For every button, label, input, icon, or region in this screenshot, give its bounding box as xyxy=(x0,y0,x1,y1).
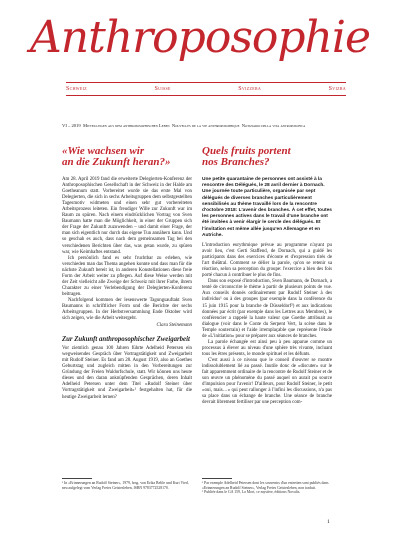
article-right-title-line2: nos Branches? xyxy=(202,156,270,168)
issue-label-de: Mitteilungen aus dem anthroposophischen Leben xyxy=(82,123,170,128)
masthead-rule-bottom xyxy=(66,95,346,96)
footnote: ¹ Par exemple Adelheid Petersen dont les souvenirs d'un entretien sont publiés dans «Erinnerungen an Rudolf Steiner», Verlag Freies Geistesleben, non traduit. xyxy=(202,481,329,490)
country-list xyxy=(66,86,346,92)
article-right xyxy=(202,146,332,406)
page-number: 1 xyxy=(327,519,330,525)
paragraph: C'est aussi à ce niveau que le conseil d'œuvrer se montre indissolublement lié au passé. Inutile donc de «discuter» sur le fait apparemment ordinaire de la rencontre de Rudolf Steiner et de son œuvre un phénomène du passé auquel on aurait pu source d'impulsion pour l'avenir! D'ailleurs, pour Rudolf Steiner, le petit «oui, mais…» qui peut rallonger à l'infini les discussions, n'a pas sa place dans un échange de branche. Une séance de branche devrait librement fertiliser par une perception com- xyxy=(202,357,332,406)
anthroposophie-logo xyxy=(0,12,400,66)
paragraph: Dans son exposé d'introduction, Sven Baumann, de Dornach, a tenté de circonscrire le thème à partir de plusieurs points de vue. Aux conseils donnés ordinairement par Rudolf Steiner à des individus¹ ou à des groupes (par exemple dans la conférence du 15 juin 1915 pour la branche de Düsseldorf²) et aux indications données par écrit (par exemple dans les Lettres aux Membres), le conférencier a rappelé la haute valeur que Goethe attribuait au dialogue (voir dans le Conte du Serpent Vert, la scène dans le Temple souterrain) et l'aide irremplaçable que représente l'étude de «L'initiation» pour se préparer aux séances de branches. xyxy=(202,279,332,339)
article-right-title xyxy=(202,146,332,168)
issue-line xyxy=(62,123,305,128)
issue-label-fr: Nouvelles de la vie anthroposophique xyxy=(171,123,240,128)
article-left-body xyxy=(62,177,192,322)
issue-number: VI – 2019 xyxy=(62,123,81,128)
article-left-title-line2: an die Zukunft heran?» xyxy=(62,156,171,168)
footnotes-left xyxy=(62,481,192,490)
article-right-lead xyxy=(202,177,332,239)
article-left-title-line1: «Wie wachsen wir xyxy=(62,145,145,157)
article-left-title xyxy=(62,146,192,168)
footnote: ¹ In «Erinnerungen an Rudolf Steiner», 1979, hrsg. von Erika Beltle und Kurt Vierl, neu aufgelegt vom Verlag Freies Geistesleben, ISBN 9783772528170. xyxy=(62,481,190,490)
paragraph: L'introduction eurythmique prévue au programme n'ayant pu avoir lieu, c'est Gerti Staffend, de Dornach, qui a guidé les participants dans des exercices d'écoute et d'expression tirés de l'art théâtral. Comment se délier la parole, qu'on se retenir sa réaction, selon sa perception du groupe: l'exercice a bien des fois porté chacun à contribuer le plus de fins. xyxy=(202,243,332,279)
footnote-rule-left xyxy=(62,478,92,479)
paragraph: Vor ziemlich genau 100 Jahren führte Adelheid Petersen ein wegweisendes Gespräch über Vortragstätigkeit und Zweigarbeit mit Rudolf Steiner. Es fand am 28. August 1919, also an Goethes Geburtstag und zugleich mitten in den Vorbereitungen zur Gründung der Freien Waldorfschule, statt. Wir können uns heute dieses und den daran anknüpfenden Gesprächen, deren Inhalt Adelheid Petersen unter dem Titel «Rudolf Steiner über Vortragstätigkeit und Zweigarbeit»¹ festgehalten hat, für die heutige Zweigarbeit lernen? xyxy=(62,346,192,400)
footnote-rule-right xyxy=(202,478,232,479)
article-right-body xyxy=(202,243,332,406)
paragraph: Am 28. April 2019 fand die erweiterte Delegierten-Konferenz der Anthroposophischen Gesellschaft in der Schweiz in der Halde am Goetheanum statt. Vorbereitet wurde sie das erste Mal von Delegierten, die sich in sechs Arbeitsgruppen dem selbstgestellten Tagesmotiv widmeten und einen sehr gut vorbereiteten Arbeitsprozess leiteten. Ein freudiger Wille zur Zukunft war im Raum zu spüren. Nach einem eindrücklichen Vortrag von Sven Baumann hatte man die Möglichkeit, in einer der Gruppen sich der Frage der Zukunft zuzuwenden – und damit einer Frage, der man sich eigentlich nur durch das eigene Tun annähern kann. Und so geschah es auch, dass nach dem gemeinsamen Tag bei den verschiedenen Berichten über das, was getan wurde, zu spüren war, wie Keimhaftes entstand. xyxy=(62,177,192,255)
country-schweiz: Schweiz xyxy=(66,86,87,92)
paragraph: Nachfolgend kommen der lesenswerte Tagungsauftakt Sven Baumanns in schriftlicher Form und die Berichte der sechs Arbeitsgruppen. In der Herbstversammlung Ende Oktober wird sich zeigen, wie die Arbeit weitergeht. xyxy=(62,297,192,322)
lead-paragraph: Une petite quarantaine de personnes ont assisté à la rencontre des Délégués, le 28 avril dernier à Dornach. Une journée toute particulière, organisée par sept délégués de diverses branches particulièrement sensibilisés au thème travaillé lors de la rencontre d'octobre 2018: L'avenir des branches. À cet effet, toutes les personnes actives dans le travail d'une branche ont été invitées à venir élargir le cercle des délégués. Et l'invitation est même allée jusqu'en Allemagne et en Autriche. xyxy=(202,177,332,238)
masthead-rule-top xyxy=(66,82,346,83)
article-left-subtitle: Zur Zukunft anthroposophischer Zweigarbeit xyxy=(62,336,190,344)
article-left xyxy=(62,146,192,401)
country-svizzera: Svizzera xyxy=(238,86,262,92)
footnotes-right xyxy=(202,481,332,495)
logo-wordmark: Anthroposophie xyxy=(30,12,370,63)
paragraph: Ich persönlich fand es sehr fruchtbar zu erleben, wie verschieden man das Thema angehen konnte und dass man für die nächste Zukunft bereit ist, in anderen Konstellationen diese freie Form der Arbeit weiter zu pflegen. Auf diese Weise werden mit der Zeit vielleicht alle Zweige der Schweiz mit ihrer Farbe, ihrem Charakter zu einer Verlebendigung der Delegierten-Konferenz beitragen. xyxy=(62,255,192,297)
article-left-body-2 xyxy=(62,346,192,400)
paragraph: La parole échangée est ainsi peu à peu apparue comme un processus à élever au niveau d'une sphère très vivante, incluant tous les êtres présents, le monde spirituel et les défunts. xyxy=(202,339,332,357)
article-right-title-line1: Quels fruits portent xyxy=(202,145,291,157)
signature: Clara Steinemann xyxy=(156,323,192,329)
issue-label-it: Notiziario della vita antroposofica xyxy=(241,123,306,128)
footnote: ² Publiée dans le GA 159, La Mort, ce mystère, éditions Novalis. xyxy=(202,490,301,495)
country-svizra: Svizra xyxy=(328,86,346,92)
country-suisse: Suisse xyxy=(154,86,171,92)
